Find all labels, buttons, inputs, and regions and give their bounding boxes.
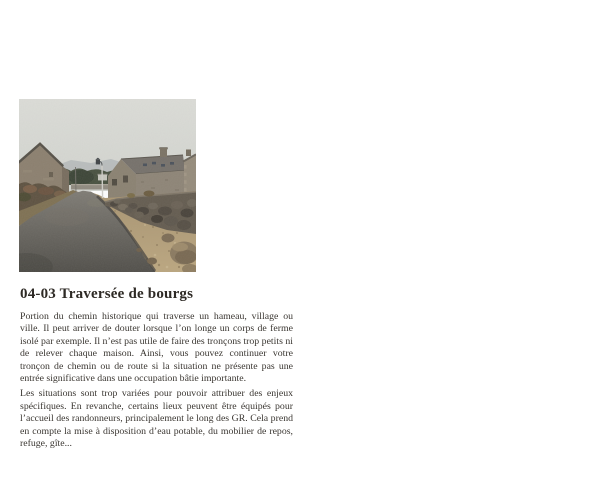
article-body	[20, 311, 293, 450]
photo-svg	[19, 99, 196, 272]
village-street-photo	[19, 99, 196, 272]
section-title: 04-03 Traversée de bourgs	[20, 286, 194, 302]
article-paragraph-1: Portion du chemin historique qui traverse un hameau, village ou ville. Il peut arriver de douter lorsque l’on longe un corps de ferme isolé par exemple. Il n’est pas utile de faire des tronçons trop petits ni de relever chaque maison. Ainsi, vous pouvez continuer votre tronçon de chemin ou de route si la situation ne présente pas une entrée significative dans une occupation bâtie importante.	[20, 311, 293, 385]
film-grain-overlay	[19, 99, 196, 272]
article-paragraph-2: Les situations sont trop variées pour pouvoir attribuer des enjeux spécifiques. En revanche, certains lieux peuvent être équipés pour l’accueil des randonneurs, principalement le long des GR. Cela prend en compte la mise à disposition d’eau potable, du mobilier de repos, refuge, gîte...	[20, 388, 293, 450]
